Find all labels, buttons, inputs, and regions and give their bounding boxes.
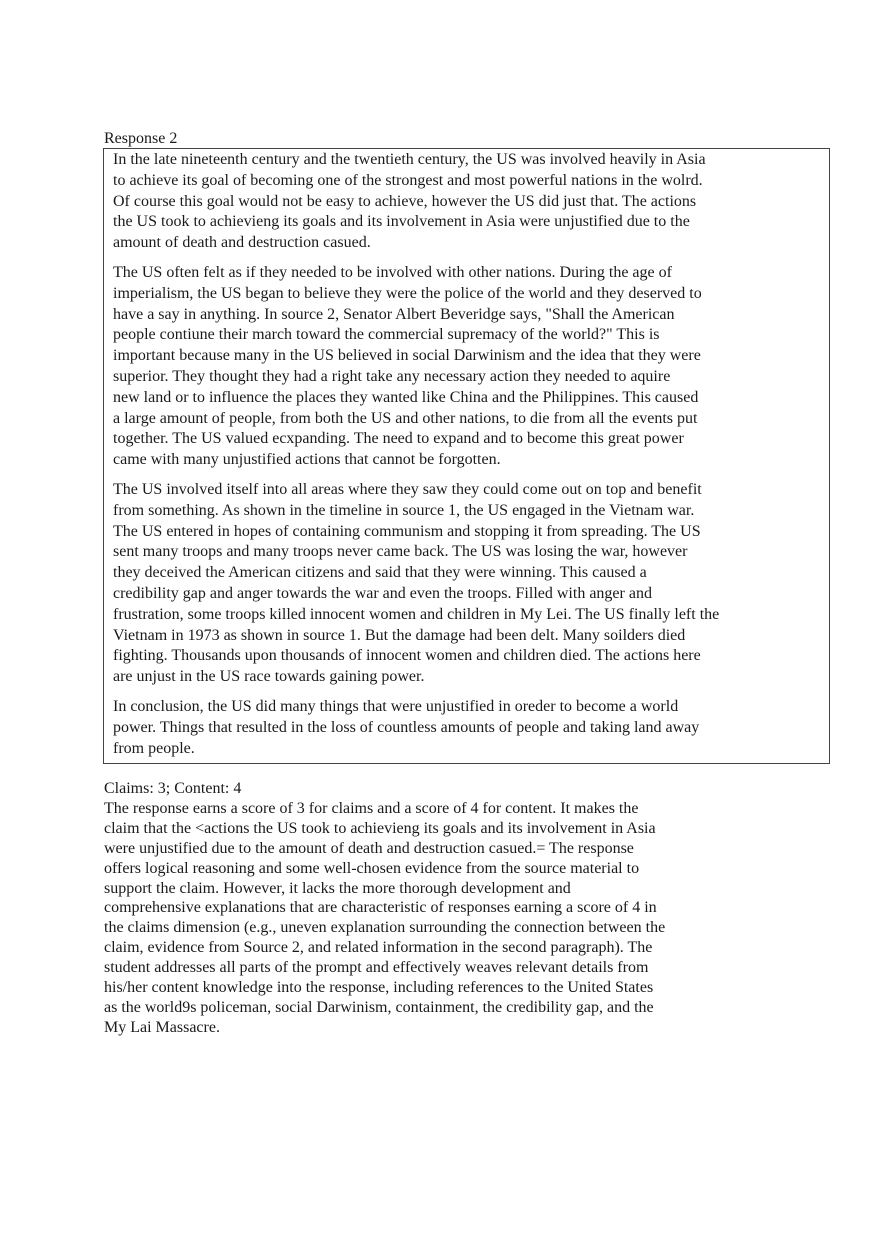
commentary-line: claim that the <actions the US took to achievieng its goals and its involvement in Asia (104, 819, 656, 837)
commentary-line: support the claim. However, it lacks the more thorough development and (104, 879, 571, 897)
essay-line: imperialism, the US began to believe they were the police of the world and they deserved to (113, 284, 702, 302)
commentary-line: the claims dimension (e.g., uneven explanation surrounding the connection between the (104, 919, 666, 937)
student-response-box (103, 148, 830, 764)
commentary-line: student addresses all parts of the prompt and effectively weaves relevant details from (104, 959, 649, 977)
essay-line: superior. They thought they had a right take any necessary action they needed to aquire (113, 367, 671, 385)
essay-line: are unjust in the US race towards gaining power. (113, 668, 425, 686)
essay-line: credibility gap and anger towards the war and even the troops. Filled with anger and (113, 584, 652, 602)
essay-line: frustration, some troops killed innocent women and children in My Lei. The US finally left the (113, 605, 720, 623)
essay-line: a large amount of people, from both the US and other nations, to die from all the events put (113, 409, 698, 427)
essay-line: In the late nineteenth century and the twentieth century, the US was involved heavily in Asia (113, 151, 706, 168)
essay-line: came with many unjustified actions that cannot be forgotten. (113, 451, 501, 469)
essay-line: Vietnam in 1973 as shown in source 1. But the damage had been delt. Many soilders died (113, 626, 686, 644)
essay-line: new land or to influence the places they wanted like China and the Philippines. This caused (113, 388, 699, 406)
essay-line: The US entered in hopes of containing communism and stopping it from spreading. The US (113, 522, 701, 540)
score-heading: Claims: 3; Content: 4 (104, 780, 242, 797)
essay-line: sent many troops and many troops never came back. The US was losing the war, however (113, 543, 688, 561)
essay-line: to achieve its goal of becoming one of the strongest and most powerful nations in the wolrd. (113, 171, 703, 189)
essay-line: important because many in the US believed in social Darwinism and the idea that they were (113, 347, 701, 365)
essay-line: have a say in anything. In source 2, Senator Albert Beveridge says, "Shall the American (113, 305, 675, 323)
essay-line: together. The US valued ecxpanding. The need to expand and to become this great power (113, 430, 684, 448)
commentary-line: comprehensive explanations that are characteristic of responses earning a score of 4 in (104, 899, 657, 917)
commentary-line: My Lai Massacre. (104, 1018, 220, 1036)
essay-line: amount of death and destruction casued. (113, 234, 371, 252)
essay-line: people contiune their march toward the commercial supremacy of the world?" This is (113, 326, 660, 344)
scoring-commentary (104, 779, 744, 1038)
response-label: Response 2 (104, 130, 178, 147)
essay-line: they deceived the American citizens and said that they were winning. This caused a (113, 564, 647, 582)
essay-paragraph-conclusion (113, 697, 829, 759)
essay-line: fighting. Thousands upon thousands of innocent women and children died. The actions here (113, 647, 701, 665)
essay-line: In conclusion, the US did many things that were unjustified in oreder to become a world (113, 697, 679, 715)
essay-paragraph-imperialism (113, 263, 829, 471)
essay-paragraph-intro (113, 150, 829, 254)
commentary-line: claim, evidence from Source 2, and related information in the second paragraph). The (104, 939, 653, 957)
essay-line: The US involved itself into all areas where they saw they could come out on top and benefit (113, 480, 702, 498)
essay-line: Of course this goal would not be easy to achieve, however the US did just that. The actions (113, 192, 697, 210)
essay-paragraph-vietnam (113, 480, 829, 688)
commentary-line: The response earns a score of 3 for claims and a score of 4 for content. It makes the (104, 799, 639, 817)
essay-line: power. Things that resulted in the loss of countless amounts of people and taking land away (113, 718, 700, 736)
commentary-line: offers logical reasoning and some well-chosen evidence from the source material to (104, 859, 640, 877)
commentary-line: were unjustified due to the amount of death and destruction casued.= The response (104, 839, 634, 857)
essay-line: The US often felt as if they needed to be involved with other nations. During the age of (113, 263, 672, 281)
essay-line: the US took to achievieng its goals and its involvement in Asia were unjustified due to the (113, 213, 690, 231)
essay-line: from people. (113, 739, 195, 757)
commentary-line: as the world9s policeman, social Darwinism, containment, the credibility gap, and the (104, 998, 654, 1016)
commentary-line: his/her content knowledge into the response, including references to the United States (104, 979, 654, 997)
essay-line: from something. As shown in the timeline in source 1, the US engaged in the Vietnam war. (113, 501, 695, 519)
